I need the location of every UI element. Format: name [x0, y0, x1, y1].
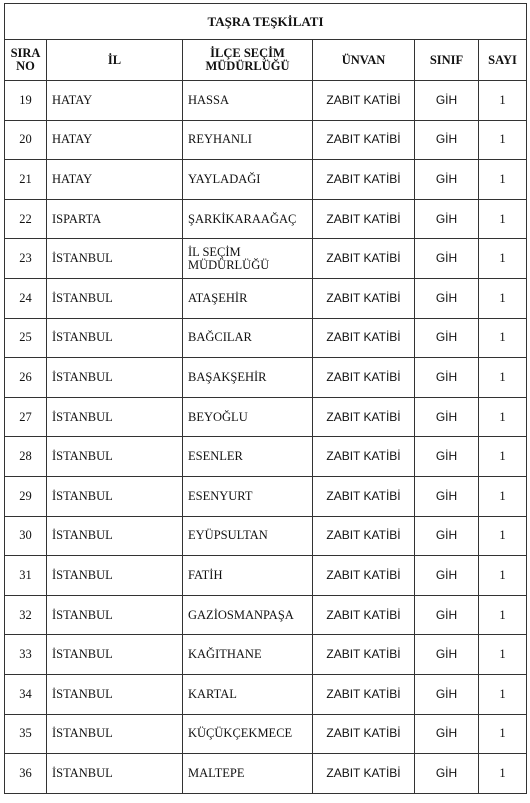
cell-il: İSTANBUL	[47, 397, 183, 437]
cell-sinif: GİH	[415, 437, 479, 477]
cell-ilce: FATİH	[183, 556, 313, 596]
cell-unvan: ZABIT KATİBİ	[313, 239, 415, 279]
cell-il: İSTANBUL	[47, 556, 183, 596]
header-sinif: SINIF	[415, 40, 479, 81]
cell-sayi: 1	[479, 556, 527, 596]
cell-sira-no: 36	[5, 754, 47, 794]
cell-sinif: GİH	[415, 595, 479, 635]
header-ilce: İLÇE SEÇİM MÜDÜRLÜĞÜ	[183, 40, 313, 81]
header-il: İL	[47, 40, 183, 81]
cell-unvan: ZABIT KATİBİ	[313, 318, 415, 358]
cell-ilce: HASSA	[183, 81, 313, 121]
cell-unvan: ZABIT KATİBİ	[313, 595, 415, 635]
cell-sinif: GİH	[415, 160, 479, 200]
cell-ilce: YAYLADAĞI	[183, 160, 313, 200]
cell-sira-no: 19	[5, 81, 47, 121]
cell-sinif: GİH	[415, 81, 479, 121]
cell-sira-no: 21	[5, 160, 47, 200]
cell-ilce: ESENLER	[183, 437, 313, 477]
cell-sayi: 1	[479, 437, 527, 477]
table-row	[5, 595, 527, 635]
table-row	[5, 318, 527, 358]
cell-ilce: GAZİOSMANPAŞA	[183, 595, 313, 635]
cell-sinif: GİH	[415, 278, 479, 318]
cell-sayi: 1	[479, 674, 527, 714]
cell-il: İSTANBUL	[47, 635, 183, 675]
table-row	[5, 516, 527, 556]
cell-il: HATAY	[47, 81, 183, 121]
cell-il: İSTANBUL	[47, 278, 183, 318]
cell-sayi: 1	[479, 714, 527, 754]
cell-sayi: 1	[479, 516, 527, 556]
cell-sinif: GİH	[415, 714, 479, 754]
cell-sira-no: 34	[5, 674, 47, 714]
cell-il: ISPARTA	[47, 199, 183, 239]
cell-sira-no: 24	[5, 278, 47, 318]
staff-table	[4, 3, 527, 794]
cell-unvan: ZABIT KATİBİ	[313, 674, 415, 714]
cell-unvan: ZABIT KATİBİ	[313, 160, 415, 200]
cell-sinif: GİH	[415, 674, 479, 714]
cell-ilce: KAĞITHANE	[183, 635, 313, 675]
cell-il: İSTANBUL	[47, 595, 183, 635]
cell-sayi: 1	[479, 476, 527, 516]
cell-ilce: İL SEÇİM MÜDÜRLÜĞÜ	[183, 239, 313, 279]
cell-sira-no: 20	[5, 120, 47, 160]
cell-sira-no: 32	[5, 595, 47, 635]
table-row	[5, 81, 527, 121]
cell-il: İSTANBUL	[47, 358, 183, 398]
cell-sira-no: 25	[5, 318, 47, 358]
table-row	[5, 556, 527, 596]
document-page	[4, 3, 527, 794]
cell-unvan: ZABIT KATİBİ	[313, 81, 415, 121]
cell-ilce: ŞARKİKARAAĞAÇ	[183, 199, 313, 239]
cell-sinif: GİH	[415, 516, 479, 556]
cell-ilce: BEYOĞLU	[183, 397, 313, 437]
cell-sinif: GİH	[415, 754, 479, 794]
cell-il: İSTANBUL	[47, 754, 183, 794]
cell-sayi: 1	[479, 595, 527, 635]
cell-ilce: BAĞCILAR	[183, 318, 313, 358]
header-sira-no: SIRA NO	[5, 40, 47, 81]
cell-unvan: ZABIT KATİBİ	[313, 358, 415, 398]
cell-il: İSTANBUL	[47, 318, 183, 358]
cell-ilce: BAŞAKŞEHİR	[183, 358, 313, 398]
table-row	[5, 635, 527, 675]
cell-unvan: ZABIT KATİBİ	[313, 437, 415, 477]
table-row	[5, 199, 527, 239]
cell-sira-no: 26	[5, 358, 47, 398]
cell-sinif: GİH	[415, 120, 479, 160]
cell-unvan: ZABIT KATİBİ	[313, 556, 415, 596]
table-row	[5, 476, 527, 516]
cell-il: İSTANBUL	[47, 714, 183, 754]
cell-sayi: 1	[479, 358, 527, 398]
cell-sayi: 1	[479, 397, 527, 437]
table-title-row	[5, 4, 527, 40]
cell-ilce: ATAŞEHİR	[183, 278, 313, 318]
cell-sira-no: 23	[5, 239, 47, 279]
cell-unvan: ZABIT KATİBİ	[313, 714, 415, 754]
cell-il: İSTANBUL	[47, 516, 183, 556]
cell-unvan: ZABIT KATİBİ	[313, 120, 415, 160]
cell-ilce: KÜÇÜKÇEKMECE	[183, 714, 313, 754]
cell-sayi: 1	[479, 160, 527, 200]
cell-sinif: GİH	[415, 358, 479, 398]
cell-sira-no: 31	[5, 556, 47, 596]
cell-sinif: GİH	[415, 476, 479, 516]
cell-sinif: GİH	[415, 556, 479, 596]
cell-unvan: ZABIT KATİBİ	[313, 278, 415, 318]
cell-sira-no: 30	[5, 516, 47, 556]
cell-sira-no: 27	[5, 397, 47, 437]
table-row	[5, 397, 527, 437]
cell-sayi: 1	[479, 81, 527, 121]
cell-unvan: ZABIT KATİBİ	[313, 635, 415, 675]
table-row	[5, 714, 527, 754]
cell-sira-no: 28	[5, 437, 47, 477]
table-row	[5, 278, 527, 318]
header-unvan: ÜNVAN	[313, 40, 415, 81]
cell-il: HATAY	[47, 160, 183, 200]
cell-sinif: GİH	[415, 239, 479, 279]
cell-il: İSTANBUL	[47, 437, 183, 477]
cell-ilce: ESENYURT	[183, 476, 313, 516]
table-row	[5, 120, 527, 160]
cell-unvan: ZABIT KATİBİ	[313, 397, 415, 437]
cell-ilce: EYÜPSULTAN	[183, 516, 313, 556]
cell-sira-no: 35	[5, 714, 47, 754]
cell-ilce: KARTAL	[183, 674, 313, 714]
cell-unvan: ZABIT KATİBİ	[313, 754, 415, 794]
table-row	[5, 160, 527, 200]
cell-sinif: GİH	[415, 199, 479, 239]
cell-sira-no: 29	[5, 476, 47, 516]
cell-unvan: ZABIT KATİBİ	[313, 476, 415, 516]
cell-unvan: ZABIT KATİBİ	[313, 516, 415, 556]
cell-sayi: 1	[479, 239, 527, 279]
cell-sayi: 1	[479, 120, 527, 160]
header-sayi: SAYI	[479, 40, 527, 81]
cell-ilce: REYHANLI	[183, 120, 313, 160]
cell-sira-no: 33	[5, 635, 47, 675]
table-title: TAŞRA TEŞKİLATI	[5, 4, 527, 40]
cell-il: İSTANBUL	[47, 674, 183, 714]
cell-sinif: GİH	[415, 318, 479, 358]
cell-il: HATAY	[47, 120, 183, 160]
cell-unvan: ZABIT KATİBİ	[313, 199, 415, 239]
table-row	[5, 239, 527, 279]
table-header-row	[5, 40, 527, 81]
cell-sayi: 1	[479, 318, 527, 358]
cell-sayi: 1	[479, 199, 527, 239]
table-row	[5, 437, 527, 477]
cell-sinif: GİH	[415, 635, 479, 675]
table-row	[5, 674, 527, 714]
cell-ilce: MALTEPE	[183, 754, 313, 794]
cell-sinif: GİH	[415, 397, 479, 437]
table-row	[5, 754, 527, 794]
cell-sayi: 1	[479, 278, 527, 318]
cell-sayi: 1	[479, 635, 527, 675]
cell-sayi: 1	[479, 754, 527, 794]
cell-sira-no: 22	[5, 199, 47, 239]
cell-il: İSTANBUL	[47, 476, 183, 516]
cell-il: İSTANBUL	[47, 239, 183, 279]
table-row	[5, 358, 527, 398]
